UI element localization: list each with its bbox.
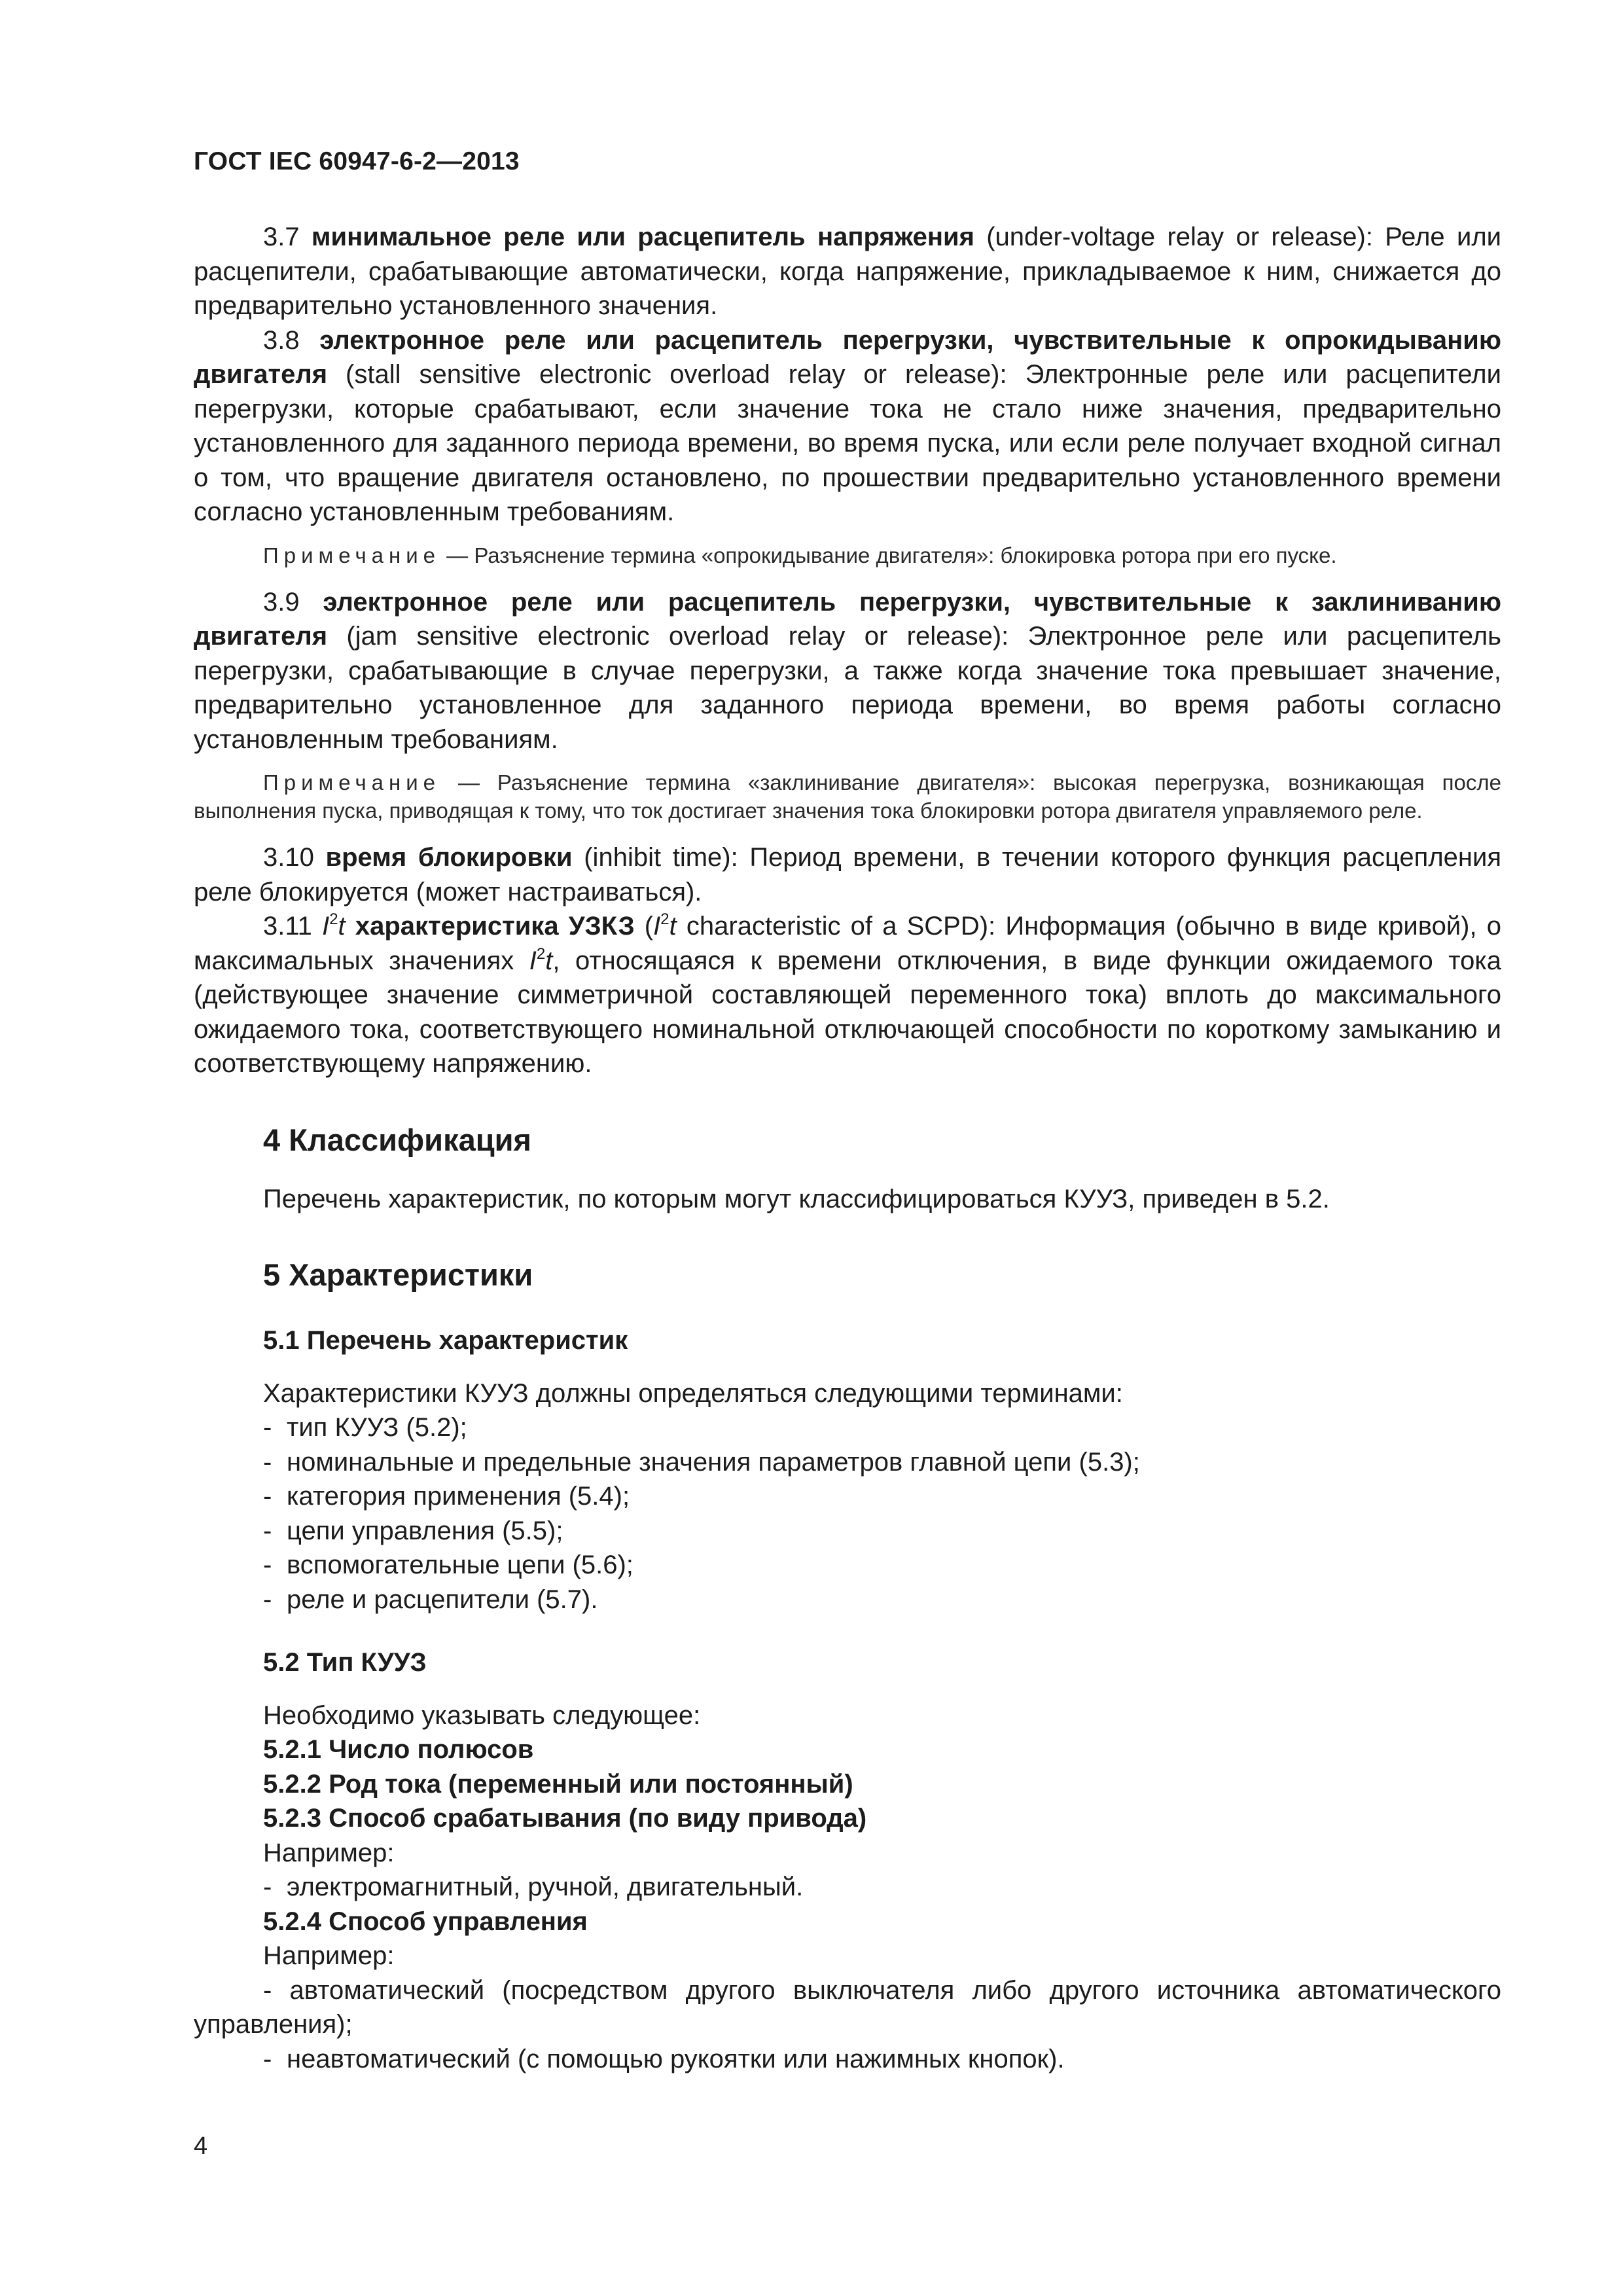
list-item: - автоматический (посредством другого выключателя либо другого источника автоматического управления);	[194, 1975, 1501, 2039]
example-label: Например:	[263, 1941, 395, 1970]
note-text: — Разъяснение термина «заклинивание двигателя»: высокая перегрузка, возникающая после выполнения пуска, приводящая к тому, что ток достигает значения тока блокировки ротора двигателя управляемого реле.	[194, 770, 1501, 823]
term-title: электронное реле или расцепитель перегрузки, чувствительные к заклиниванию двигателя	[194, 587, 1501, 651]
term-definition: , относящаяся к времени отключения, в виде функции ожидаемого тока (действующее значение симметричной составляющей переменного тока) вплоть до максимального ожидаемого тока, соответствующего номинальной отключающей способности по короткому замыканию и соответствующему напряжению.	[194, 946, 1502, 1078]
term-number: 3.8	[263, 325, 300, 355]
term-definition: (stall sensitive electronic overload relay or release): Электронные реле или расцепители перегрузки, которые срабатывают, если значение тока не стало ниже значения, предварительно установленного для заданного периода времени, во время пуска, или если реле получает входной сигнал о том, что вращение двигателя остановлено, по прошествии предварительно установленного времени согласно установленным требованиям.	[194, 360, 1501, 526]
note-label: Примечание	[263, 543, 441, 567]
term-definition: (jam sensitive electronic overload relay or release): Электронное реле или расцепитель перегрузки, срабатывающие в случае перегрузки, а также когда значение тока превышает значение, предварительно установленное для заданного периода времени, во время работы согласно установленным требованиям.	[194, 622, 1501, 754]
clause-5-2-3: 5.2.3 Способ срабатывания (по виду привода)	[263, 1804, 867, 1833]
example-label: Например:	[263, 1838, 395, 1867]
term-title: минимальное реле или расцепитель напряжения	[311, 223, 974, 251]
section-4-text: Перечень характеристик, по которым могут классифицироваться КУУЗ, приведен в 5.2.	[263, 1184, 1330, 1213]
clause-5-2-1: 5.2.1 Число полюсов	[263, 1735, 534, 1764]
standard-header: ГОСТ IEC 60947-6-2—2013	[194, 147, 520, 175]
note-text: — Разъяснение термина «опрокидывание двигателя»: блокировка ротора при его пуске.	[440, 543, 1337, 567]
subsection-heading-5-2: 5.2 Тип КУУЗ	[263, 1648, 427, 1677]
list-item: - вспомогательные цепи (5.6);	[263, 1551, 633, 1579]
term-title: характеристика УЗКЗ	[345, 912, 635, 941]
term-definition: (under-voltage relay or release): Реле или расцепители, срабатывающие автоматически, когда напряжение, прикладываемое к ним, снижается до предварительно установленного значения.	[194, 223, 1502, 320]
section-heading-4: 4 Классификация	[263, 1122, 531, 1157]
note-label: Примечание	[263, 770, 441, 795]
list-item: - категория применения (5.4);	[263, 1482, 630, 1511]
subsection-5-2-intro: Необходимо указывать следующее:	[263, 1700, 701, 1730]
note-3-8	[194, 541, 1501, 569]
list-item: - цепи управления (5.5);	[263, 1516, 563, 1545]
list-item: - неавтоматический (с помощью рукоятки или нажимных кнопок).	[263, 2044, 1065, 2073]
term-definition: (inhibit time): Период времени, в течении которого функция расцепления реле блокируется (может настраиваться).	[194, 843, 1501, 906]
term-3-11: 3.11 $I^2t$ характеристика УЗКЗ ($I^2t$ characteristic of a SCPD): Информация (обычно в виде кривой), о максимальных значениях $I^2t$, относящаяся к времени отключения, в виде функции ожидаемого тока (действующее значение симметричной составляющей переменного тока) вплоть до максимального ожидаемого тока, соответствующего номинальной отключающей способности по короткому замыканию и соответствующему напряжению.	[194, 910, 1502, 1078]
clause-5-2-4: 5.2.4 Способ управления	[263, 1907, 588, 1936]
list-item: - электромагнитный, ручной, двигательный.	[263, 1873, 804, 1901]
page-number: 4	[194, 2132, 208, 2160]
term-title: время блокировки	[325, 843, 573, 872]
list-item: - реле и расцепители (5.7).	[263, 1585, 598, 1614]
term-number: 3.11	[263, 912, 312, 941]
page-body	[194, 220, 1501, 2076]
subsection-5-1-intro: Характеристики КУУЗ должны определяться следующими терминами:	[263, 1378, 1123, 1408]
term-number: 3.10	[263, 843, 314, 872]
note-3-9	[194, 768, 1501, 825]
term-number: 3.7	[263, 223, 300, 251]
term-3-7	[194, 220, 1501, 323]
term-title: электронное реле или расцепитель перегрузки, чувствительные к опрокидыванию двигателя	[194, 325, 1501, 389]
term-number: 3.9	[263, 587, 300, 617]
term-3-10	[194, 840, 1501, 909]
list-item: - номинальные и предельные значения параметров главной цепи (5.3);	[263, 1447, 1140, 1477]
clause-5-2-2: 5.2.2 Род тока (переменный или постоянный)	[263, 1769, 853, 1799]
subsection-heading-5-1: 5.1 Перечень характеристик	[263, 1326, 628, 1355]
section-heading-5: 5 Характеристики	[263, 1257, 533, 1292]
list-item: - тип КУУЗ (5.2);	[263, 1413, 467, 1442]
term-3-8	[194, 323, 1501, 529]
term-3-9	[194, 585, 1501, 757]
